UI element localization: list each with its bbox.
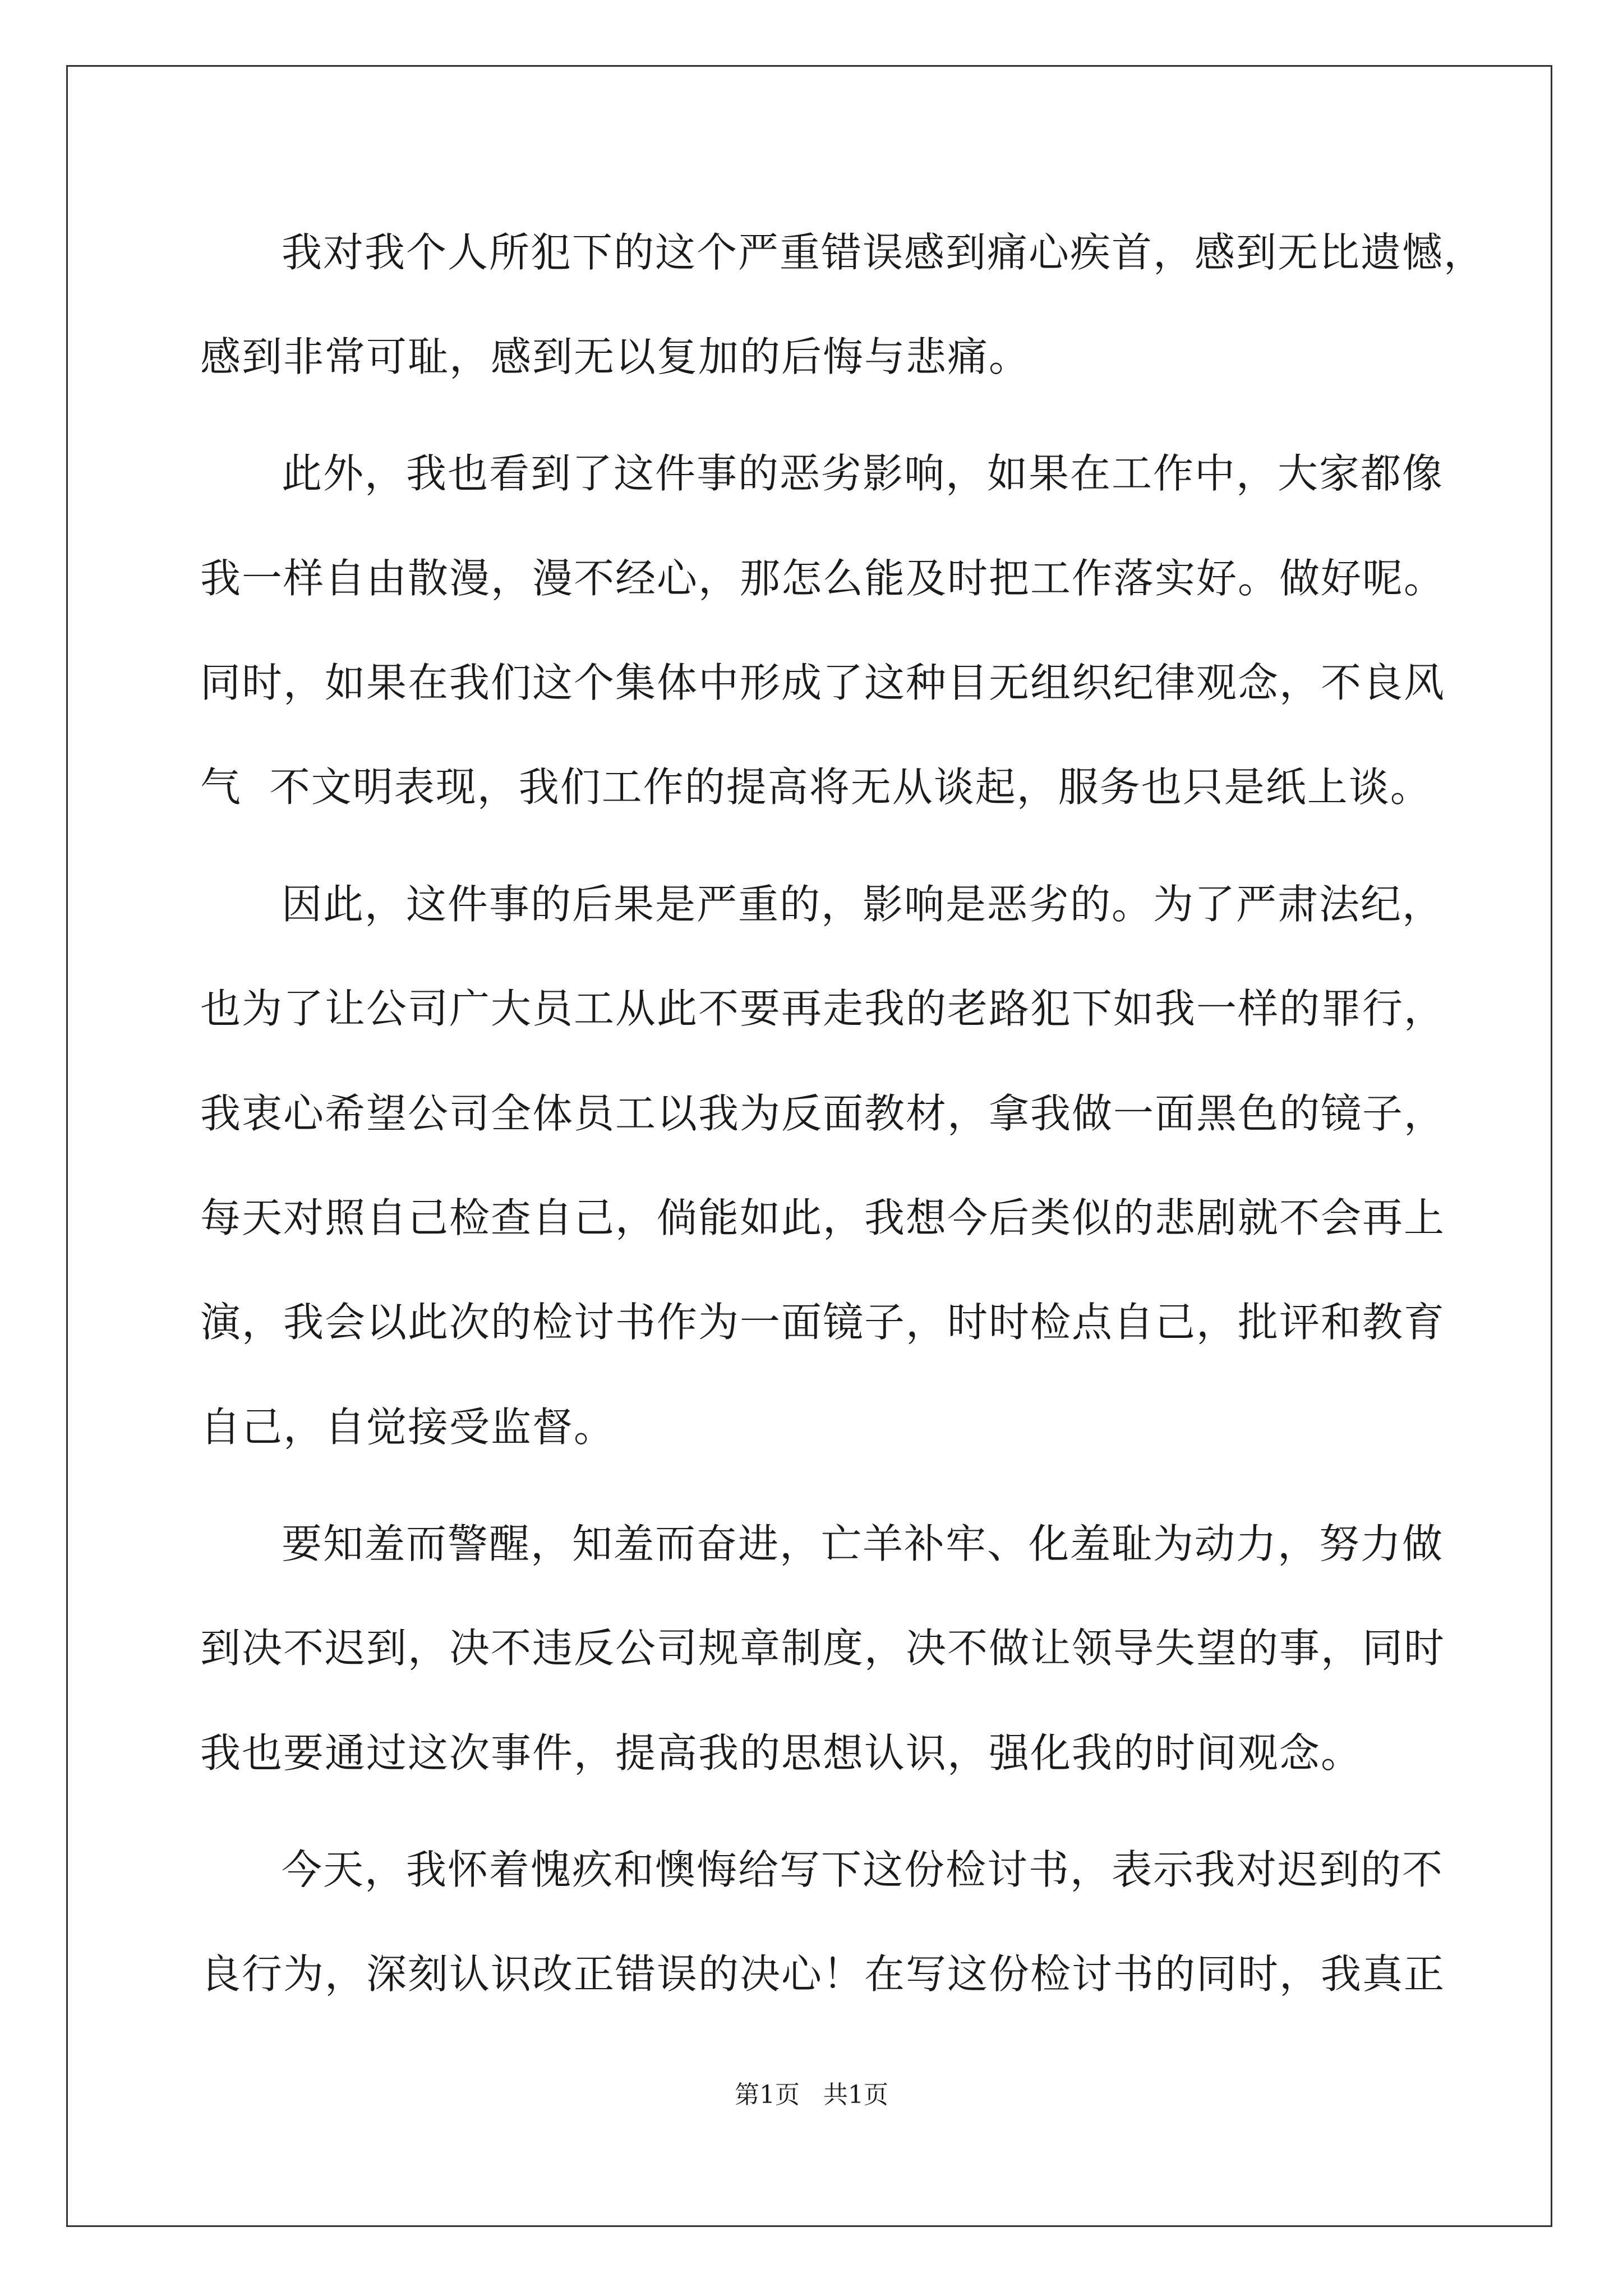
text-line: 我一样自由散漫，漫不经心，那怎么能及时把工作落实好。做好呢。 [200, 555, 1446, 602]
text-line: 要知羞而警醒，知羞而奋进，亡羊补牢、化羞耻为动力，努力做 [282, 1520, 1444, 1567]
text-line: 我衷心希望公司全体员工以我为反面教材，拿我做一面黑色的镜子， [200, 1090, 1446, 1137]
text-line: 我对我个人所犯下的这个严重错误感到痛心疾首，感到无比遗憾， [282, 229, 1486, 276]
page-number-footer [0, 2078, 1623, 2112]
text-line: 同时，如果在我们这个集体中形成了这种目无组织纪律观念，不良风 [200, 659, 1446, 706]
text-line: 我也要通过这次事件，提高我的思想认识，强化我的时间观念。 [200, 1729, 1363, 1777]
text-line: 良行为，深刻认识改正错误的决心！在写这份检讨书的同时，我真正 [200, 1950, 1446, 1998]
page-border [66, 65, 1552, 2227]
text-line: 因此，这件事的后果是严重的，影响是恶劣的。为了严肃法纪， [282, 881, 1444, 928]
text-line: 也为了让公司广大员工从此不要再走我的老路犯下如我一样的罪行， [200, 985, 1446, 1032]
text-line: 到决不迟到，决不违反公司规章制度，决不做让领导失望的事，同时 [200, 1625, 1446, 1672]
text-line: 今天，我怀着愧疚和懊悔给写下这份检讨书，表示我对迟到的不 [282, 1846, 1444, 1893]
text-line: 自己，自觉接受监督。 [200, 1404, 616, 1451]
text-line: 演，我会以此次的检讨书作为一面镜子，时时检点自己，批评和教育 [200, 1299, 1446, 1346]
page-info-label: 第1页 共1页 [735, 2081, 888, 2109]
text-line: 每天对照自己检查自己，倘能如此，我想今后类似的悲剧就不会再上 [200, 1194, 1446, 1241]
text-line: 感到非常可耻，感到无以复加的后悔与悲痛。 [200, 333, 1031, 380]
text-line: 气 不文明表现，我们工作的提高将无从谈起，服务也只是纸上谈。 [200, 763, 1432, 811]
text-line: 此外，我也看到了这件事的恶劣影响，如果在工作中，大家都像 [282, 450, 1444, 497]
